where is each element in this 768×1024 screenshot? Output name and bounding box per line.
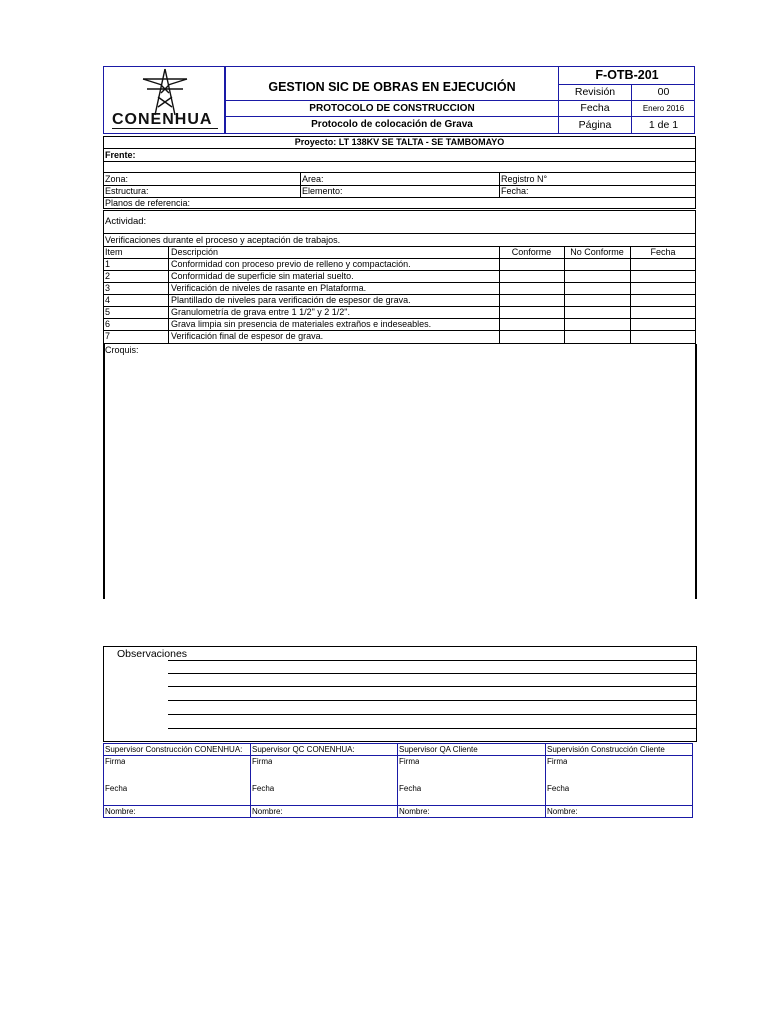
col-conforme: Conforme bbox=[511, 247, 552, 257]
table-row-item: 3 bbox=[105, 283, 111, 293]
signature-nombre: Nombre: bbox=[547, 807, 578, 816]
signature-title: Supervisor Construcción CONENHUA: bbox=[105, 745, 243, 754]
signature-nombre: Nombre: bbox=[105, 807, 136, 816]
pagina-value: 1 de 1 bbox=[648, 119, 679, 131]
table-row-desc: Grava limpia sin presencia de materiales extraños e indeseables. bbox=[171, 319, 432, 329]
table-row-item: 2 bbox=[105, 271, 111, 281]
col-fecha: Fecha bbox=[650, 247, 676, 257]
transmission-tower-icon bbox=[135, 67, 195, 117]
table-row-desc: Conformidad de superficie sin material suelto. bbox=[171, 271, 354, 281]
col-descripcion: Descripción bbox=[171, 247, 219, 257]
form-code: F-OTB-201 bbox=[595, 68, 659, 82]
fecha-field-label: Fecha: bbox=[501, 186, 529, 196]
signature-firma: Firma bbox=[252, 757, 273, 766]
revision-value: 00 bbox=[657, 86, 670, 98]
signature-fecha: Fecha bbox=[547, 784, 570, 793]
table-row-item: 6 bbox=[105, 319, 111, 329]
signature-firma: Firma bbox=[547, 757, 568, 766]
col-no-conforme: No Conforme bbox=[570, 247, 624, 257]
table-row-desc: Verificación final de espesor de grava. bbox=[171, 331, 324, 341]
signature-title: Supervisor QA Cliente bbox=[399, 745, 478, 754]
pagina-label: Página bbox=[578, 119, 612, 131]
logo-box bbox=[104, 67, 226, 133]
elemento-label: Elemento: bbox=[302, 186, 343, 196]
zona-label: Zona: bbox=[105, 174, 129, 184]
table-row-desc: Verificación de niveles de rasante en Plataforma. bbox=[171, 283, 367, 293]
logo-text: CONENHUA bbox=[112, 111, 213, 128]
table-row-item: 1 bbox=[105, 259, 111, 269]
observaciones-label: Observaciones bbox=[117, 648, 188, 660]
fecha-label: Fecha bbox=[580, 102, 610, 114]
subtitle: PROTOCOLO DE CONSTRUCCION bbox=[309, 103, 475, 114]
registro-label: Registro N° bbox=[501, 174, 548, 184]
signature-title: Supervisor QC CONENHUA: bbox=[252, 745, 355, 754]
croquis-left-border bbox=[103, 344, 105, 599]
signature-nombre: Nombre: bbox=[399, 807, 430, 816]
signature-nombre: Nombre: bbox=[252, 807, 283, 816]
table-row-item: 5 bbox=[105, 307, 111, 317]
main-title: GESTION SIC DE OBRAS EN EJECUCIÓN bbox=[268, 80, 516, 94]
doc-title: Protocolo de colocación de Grava bbox=[311, 119, 473, 130]
table-row-desc: Conformidad con proceso previo de relleno y compactación. bbox=[171, 259, 411, 269]
revision-label: Revisión bbox=[574, 86, 616, 98]
planos-label: Planos de referencia: bbox=[105, 198, 191, 208]
croquis-right-border bbox=[695, 344, 697, 599]
signature-fecha: Fecha bbox=[252, 784, 275, 793]
signature-fecha: Fecha bbox=[399, 784, 422, 793]
signature-fecha: Fecha bbox=[105, 784, 128, 793]
project-title: Proyecto: LT 138KV SE TALTA - SE TAMBOMAYO bbox=[294, 137, 505, 147]
actividad-box bbox=[103, 210, 696, 234]
signature-firma: Firma bbox=[105, 757, 126, 766]
fields-box bbox=[103, 148, 696, 209]
actividad-label: Actividad: bbox=[105, 216, 147, 227]
croquis-label: Croquis: bbox=[105, 345, 139, 355]
fecha-value: Enero 2016 bbox=[642, 104, 685, 113]
verification-title: Verificaciones durante el proceso y aceptación de trabajos. bbox=[105, 235, 341, 245]
estructura-label: Estructura: bbox=[105, 186, 149, 196]
table-row-item: 4 bbox=[105, 295, 111, 305]
logo-underline bbox=[112, 128, 218, 129]
table-row-item: 7 bbox=[105, 331, 111, 341]
signature-firma: Firma bbox=[399, 757, 420, 766]
signature-title: Supervisión Construcción Cliente bbox=[547, 745, 665, 754]
area-label: Area: bbox=[302, 174, 324, 184]
col-item: Item bbox=[105, 247, 123, 257]
table-row-desc: Granulometría de grava entre 1 1/2" y 2 1/2". bbox=[171, 307, 350, 317]
table-row-desc: Plantillado de niveles para verificación de espesor de grava. bbox=[171, 295, 411, 305]
frente-label: Frente: bbox=[105, 150, 136, 160]
